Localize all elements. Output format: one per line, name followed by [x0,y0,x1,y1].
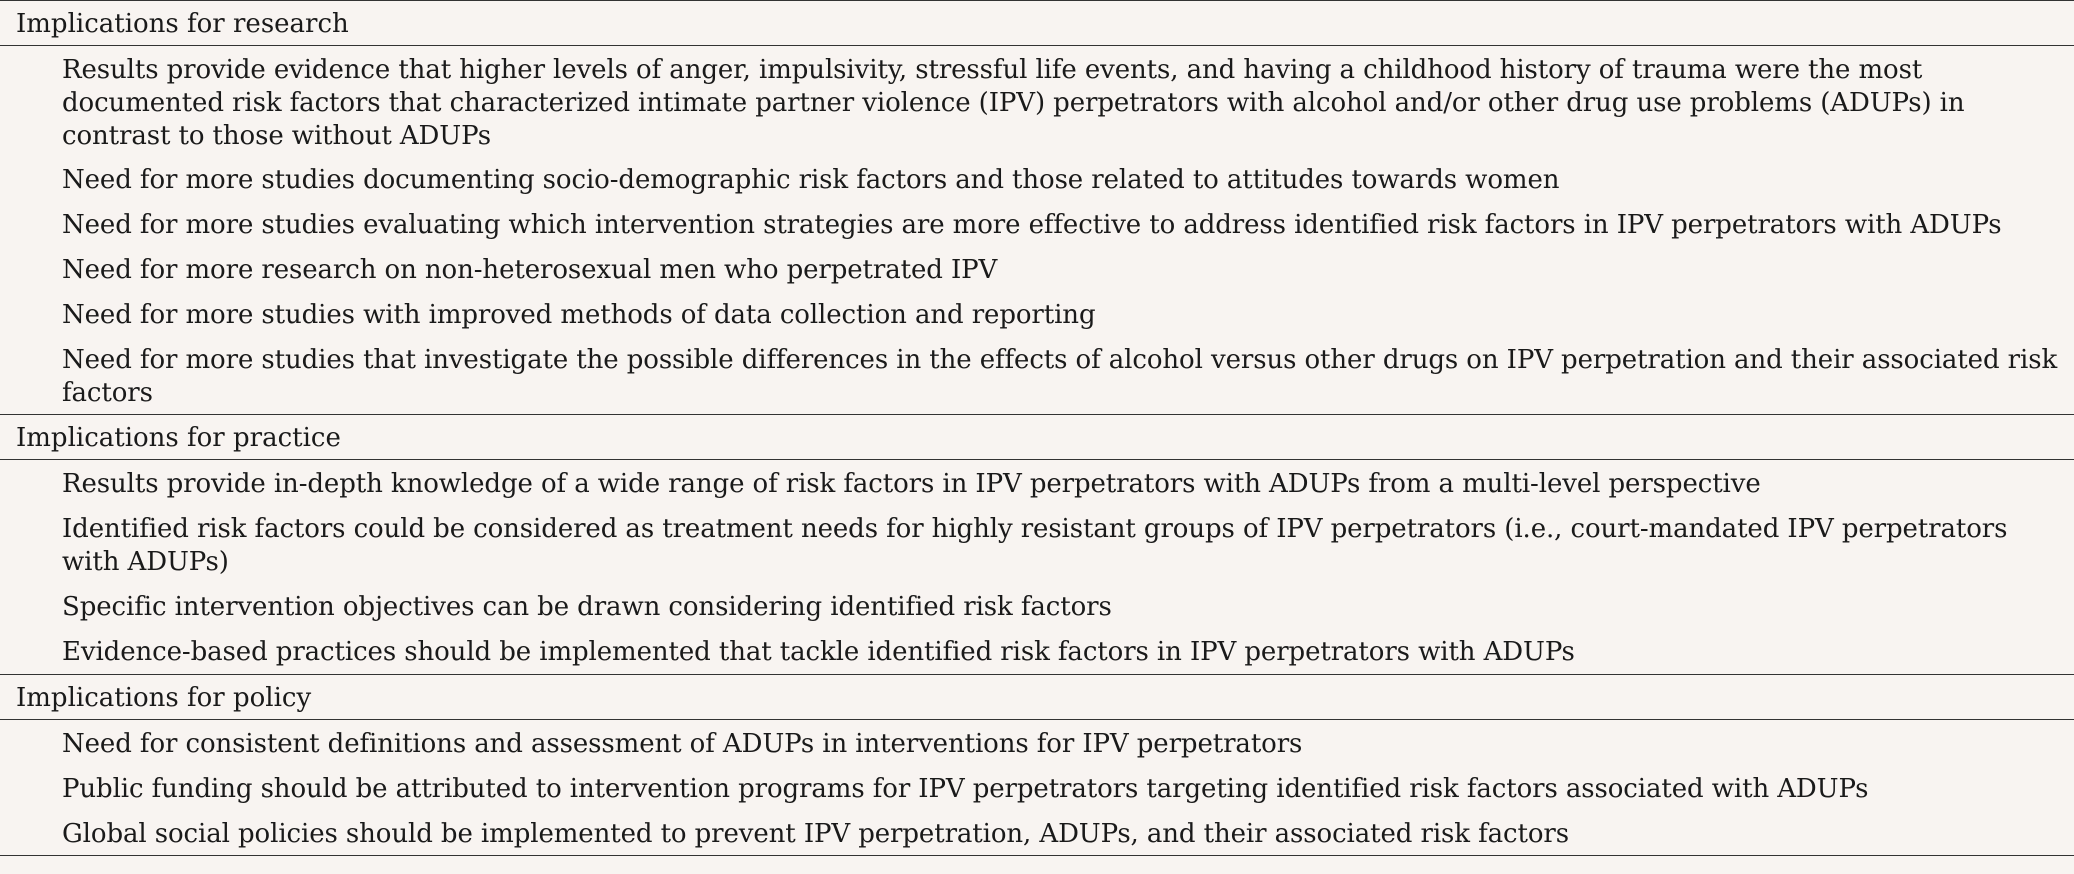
list-item: Specific intervention objectives can be drawn considering identified risk factors [62,592,1112,622]
section-title: Implications for research [16,9,349,39]
list-item: Results provide in-depth knowledge of a wide range of risk factors in IPV perpetrators with ADUPs from a multi-level perspective [62,469,1761,499]
section-title: Implications for practice [16,423,341,453]
list-item: Need for more studies evaluating which intervention strategies are more effective to address identified risk factors in IPV perpetrators with ADUPs [62,210,2002,240]
list-item: Results provide evidence that higher levels of anger, impulsivity, stressful life events, and having a childhood history of trauma were the most documented risk factors that characterized intimate partner violence (IPV) perpetrators with alcohol and/or other drug use problems (ADUPs) in contrast to those without ADUPs [62,55,1965,151]
section-header-research [0,1,2074,46]
section-items-research [0,46,2074,410]
section-header-practice [0,414,2074,460]
section-items-practice [0,460,2074,669]
list-item: Need for more studies with improved methods of data collection and reporting [62,300,1096,330]
table-bottom-rule [0,855,2074,856]
list-item: Need for more studies that investigate the possible differences in the effects of alcohol versus other drugs on IPV perpetration and their associated risk factors [62,345,2058,408]
list-item: Need for consistent definitions and assessment of ADUPs in interventions for IPV perpetrators [62,729,1303,759]
section-items-policy [0,720,2074,851]
list-item: Need for more studies documenting socio-demographic risk factors and those related to attitudes towards women [62,165,1560,195]
list-item: Evidence-based practices should be implemented that tackle identified risk factors in IPV perpetrators with ADUPs [62,637,1575,667]
list-item: Identified risk factors could be considered as treatment needs for highly resistant groups of IPV perpetrators (i.e., court-mandated IPV perpetrators with ADUPs) [62,514,2008,577]
list-item: Need for more research on non-heterosexual men who perpetrated IPV [62,255,998,285]
section-header-policy [0,674,2074,720]
list-item: Global social policies should be implemented to prevent IPV perpetration, ADUPs, and their associated risk factors [62,819,1569,849]
list-item: Public funding should be attributed to intervention programs for IPV perpetrators targeting identified risk factors associated with ADUPs [62,774,1869,804]
section-title: Implications for policy [16,683,312,713]
